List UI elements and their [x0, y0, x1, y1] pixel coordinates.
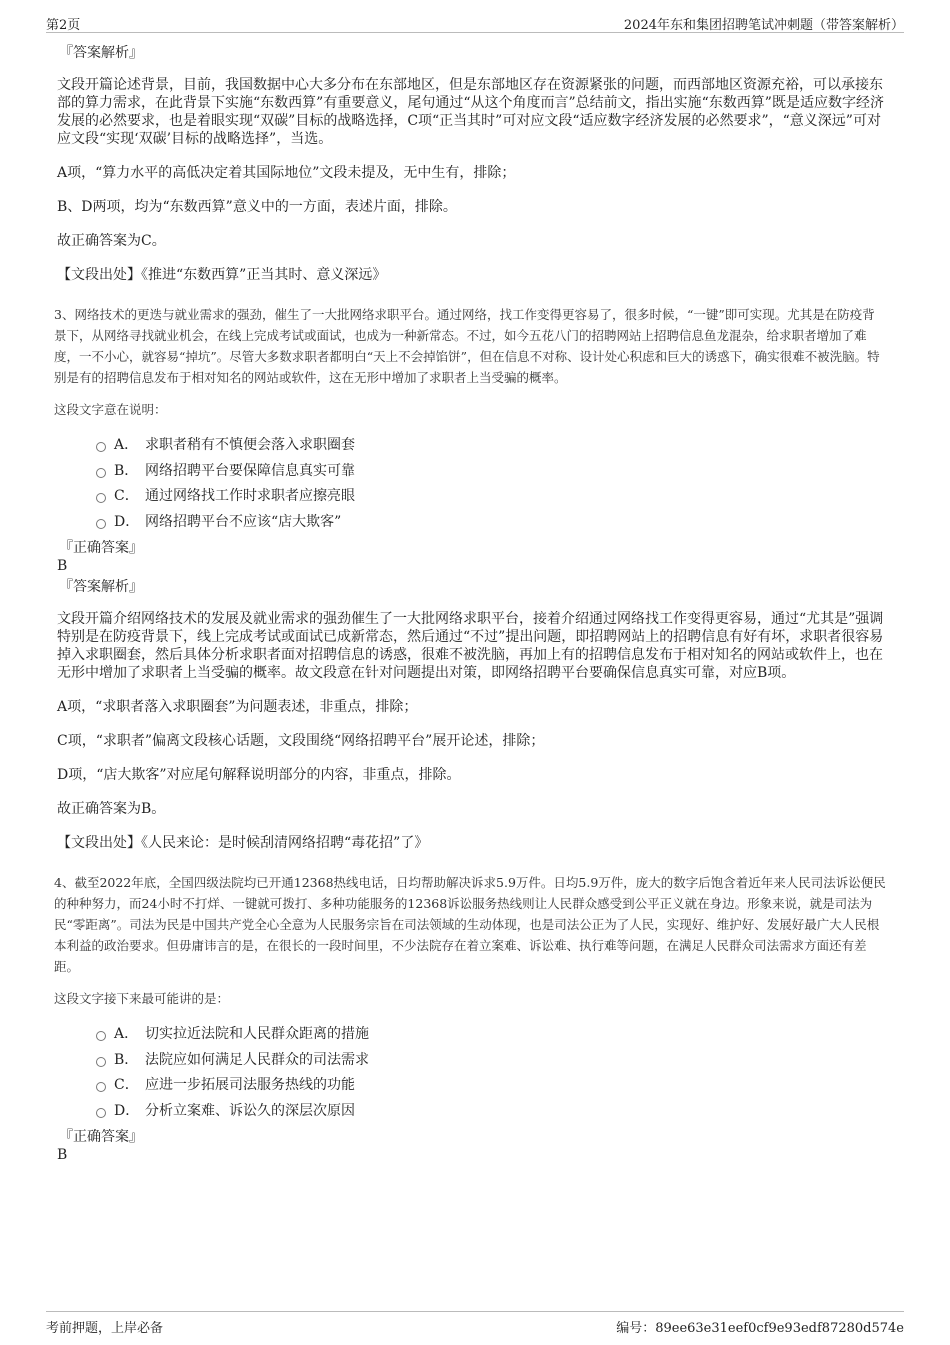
question-3-options: [57, 433, 887, 535]
question-4-prompt: 这段文字接下来最可能讲的是：: [54, 991, 230, 1006]
question-3-text: 3、网络技术的更迭与就业需求的强劲，催生了一大批网络求职平台。通过网络，找工作变得更容易了，很多时候，“一键”即可实现。尤其是在防疫背景下，从网络寻找就业机会，在线上完成考试或面试，也成为一种新常态。不过，如今五花八门的招聘网站上招聘信息鱼龙混杂，给求职者增加了难度，一不小心，就容易“掉坑”。尽管大多数求职者都明白“天上不会掉馅饼”，但在信息不对称、设计处心积虑和巨大的诱惑下，确实很难不被洗脑。特别是有的招聘信息发布于相对知名的网站或软件，这在无形中增加了求职者上当受骗的概率。: [54, 307, 880, 385]
analysis-text: 文段开篇介绍网络技术的发展及就业需求的强劲催生了一大批网络求职平台，接着介绍通过网络找工作变得更容易，通过“尤其是”强调特别是在防疫背景下，线上完成考试或面试已成新常态，然后通过“不过”提出问题，即招聘网站上的招聘信息有好有坏，求职者很容易掉入求职圈套，然后具体分析求职者面对招聘信息的诱惑，很难不被洗脑，再加上有的招聘信息发布于相对知名的网站或软件上，也在无形中增加了求职者上当受骗的概率。故文段意在针对问题提出对策，即网络招聘平台要确保信息真实可靠，对应B项。: [57, 611, 884, 681]
option-d[interactable]: D． 分析立案难、诉讼久的深层次原因: [57, 1099, 887, 1125]
question-4-options: [57, 1022, 887, 1124]
option-d-note: D项，“店大欺客”对应尾句解释说明部分的内容，非重点，排除。: [57, 767, 461, 783]
option-d[interactable]: D． 网络招聘平台不应该“店大欺客”: [57, 510, 887, 536]
footer-slogan: 考前押题，上岸必备: [46, 1321, 164, 1336]
document-title: 2024年东和集团招聘笔试冲刺题（带答案解析）: [623, 18, 904, 33]
correct-answer: B: [57, 1147, 68, 1163]
analysis-text: 文段开篇论述背景，目前，我国数据中心大多分布在东部地区，但是东部地区存在资源紧张的问题，而西部地区资源充裕，可以承接东部的算力需求，在此背景下实施“东数西算”有重要意义，尾句通过“从这个角度而言”总结前文，指出实施“东数西算”既是适应数字经济发展的必然要求，也是着眼实现“双碳”目标的战略选择，C项“正当其时”可对应文段“适应数字经济发展的必然要求”，“意义深远”可对应文段“实现‘双碳’目标的战略选择”，当选。: [57, 77, 884, 147]
option-c[interactable]: C． 应进一步拓展司法服务热线的功能: [57, 1073, 887, 1099]
question-4-text: 4、截至2022年底，全国四级法院均已开通12368热线电话，日均帮助解决诉求5.9万件。日均5.9万件，庞大的数字后饱含着近年来人民司法诉讼便民的种种努力，而24小时不打烊、一键就可拨打、多种功能服务的12368诉讼服务热线则让人民群众感受到公平正义就在身边。形象来说，就是司法为民“零距离”。司法为民是中国共产党全心全意为人民服务宗旨在司法领域的生动体现，也是司法公正为了人民，实现好、维护好、发展好最广大人民根本利益的政治要求。但毋庸讳言的是，在很长的一段时间里，不少法院存在着立案难、诉讼难、执行难等问题，在满足人民群众司法需求方面还有差距。: [54, 875, 886, 974]
option-bd-note: B、D两项，均为“东数西算”意义中的一方面，表述片面，排除。: [57, 199, 457, 215]
radio-icon[interactable]: [96, 493, 106, 503]
analysis-tag: 『答案解析』: [59, 579, 143, 595]
radio-icon[interactable]: [96, 468, 106, 478]
page-header: [46, 12, 904, 33]
correct-answer-tag: 『正确答案』: [59, 1129, 143, 1145]
option-a-note: A项，“算力水平的高低决定着其国际地位”文段未提及，无中生有，排除；: [57, 165, 516, 181]
correct-answer: B: [57, 558, 68, 574]
radio-icon[interactable]: [96, 519, 106, 529]
page-number: 第2页: [46, 18, 81, 33]
radio-icon[interactable]: [96, 1057, 106, 1067]
option-b[interactable]: B． 网络招聘平台要保障信息真实可靠: [57, 459, 887, 485]
radio-icon[interactable]: [96, 1031, 106, 1041]
radio-icon[interactable]: [96, 442, 106, 452]
source-citation: 【文段出处】《人民来论：是时候刮清网络招聘“毒花招”了》: [57, 835, 429, 851]
page-footer: [46, 1311, 904, 1334]
correct-answer-conclusion: 故正确答案为C。: [57, 233, 166, 249]
option-a-note: A项，“求职者落入求职圈套”为问题表述，非重点，排除；: [57, 699, 418, 715]
option-a[interactable]: A． 求职者稍有不慎便会落入求职圈套: [57, 433, 887, 459]
option-c[interactable]: C． 通过网络找工作时求职者应擦亮眼: [57, 484, 887, 510]
correct-answer-conclusion: 故正确答案为B。: [57, 801, 166, 817]
radio-icon[interactable]: [96, 1108, 106, 1118]
option-a[interactable]: A． 切实拉近法院和人民群众距离的措施: [57, 1022, 887, 1048]
main-content: [54, 44, 887, 1164]
source-citation: 【文段出处】《推进“东数西算”正当其时、意义深远》: [57, 267, 387, 283]
question-3-prompt: 这段文字意在说明：: [54, 402, 167, 417]
option-b[interactable]: B． 法院应如何满足人民群众的司法需求: [57, 1048, 887, 1074]
option-c-note: C项，“求职者”偏离文段核心话题，文段围绕“网络招聘平台”展开论述，排除；: [57, 733, 545, 749]
correct-answer-tag: 『正确答案』: [59, 540, 143, 556]
analysis-tag: 『答案解析』: [59, 45, 143, 61]
document-code: 编号：89ee63e31eef0cf9e93edf87280d574e: [616, 1321, 904, 1336]
radio-icon[interactable]: [96, 1082, 106, 1092]
